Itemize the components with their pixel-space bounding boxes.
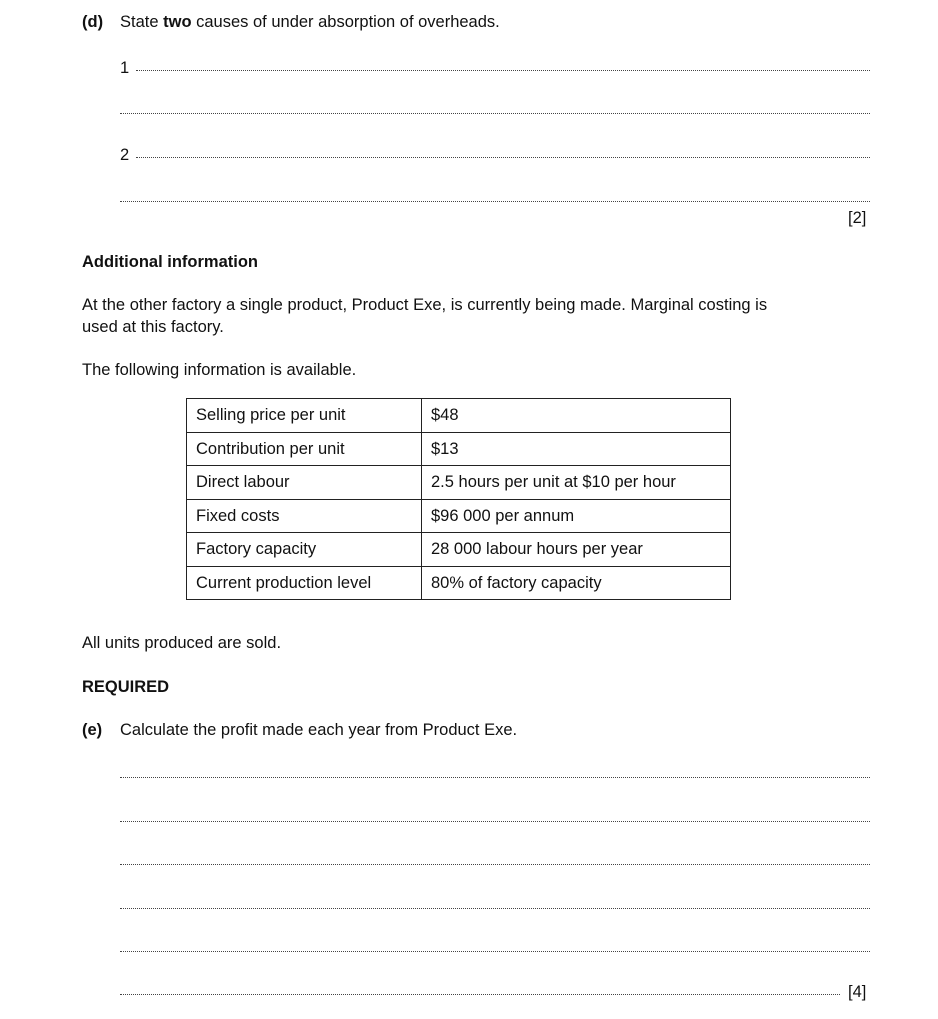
emphasis: two bbox=[163, 13, 192, 31]
table-cell: Direct labour bbox=[187, 466, 422, 500]
note-text: All units produced are sold. bbox=[82, 634, 282, 652]
table-cell: 2.5 hours per unit at $10 per hour bbox=[422, 466, 731, 500]
table-row bbox=[187, 566, 731, 600]
answer-number-2: 2 bbox=[120, 146, 130, 164]
marks-e: [4] bbox=[848, 983, 867, 1001]
answer-line[interactable] bbox=[120, 201, 870, 202]
question-d-text bbox=[120, 12, 500, 32]
answer-line[interactable] bbox=[120, 777, 870, 778]
answer-line[interactable] bbox=[120, 951, 870, 952]
table-cell: Selling price per unit bbox=[187, 399, 422, 433]
table-cell: $48 bbox=[422, 399, 731, 433]
answer-line[interactable] bbox=[136, 157, 870, 158]
table-cell: Factory capacity bbox=[187, 533, 422, 567]
table-cell: 28 000 labour hours per year bbox=[422, 533, 731, 567]
info-table bbox=[186, 398, 731, 600]
answer-number-1: 1 bbox=[120, 59, 130, 77]
answer-line[interactable] bbox=[136, 70, 870, 71]
question-e-text: Calculate the profit made each year from Product Exe. bbox=[120, 721, 518, 739]
text: State bbox=[120, 13, 164, 31]
answer-line[interactable] bbox=[120, 113, 870, 114]
answer-line[interactable] bbox=[120, 908, 870, 909]
intro-text: The following information is available. bbox=[82, 361, 357, 379]
table-cell: $96 000 per annum bbox=[422, 499, 731, 533]
table-row bbox=[187, 533, 731, 567]
table-cell: Contribution per unit bbox=[187, 432, 422, 466]
table-cell: Current production level bbox=[187, 566, 422, 600]
question-d-label: (d) bbox=[82, 13, 104, 31]
table-cell: $13 bbox=[422, 432, 731, 466]
paragraph-line: used at this factory. bbox=[82, 318, 224, 336]
table-row bbox=[187, 432, 731, 466]
paragraph-line: At the other factory a single product, Product Exe, is currently being made. Marginal costing is bbox=[82, 296, 768, 314]
table-row bbox=[187, 466, 731, 500]
table-cell: Fixed costs bbox=[187, 499, 422, 533]
table-row bbox=[187, 399, 731, 433]
section-heading: Additional information bbox=[82, 253, 258, 271]
question-e-label: (e) bbox=[82, 721, 103, 739]
answer-line[interactable] bbox=[120, 994, 840, 995]
answer-line[interactable] bbox=[120, 864, 870, 865]
marks-d: [2] bbox=[848, 209, 867, 227]
required-heading: REQUIRED bbox=[82, 678, 170, 696]
table-row bbox=[187, 499, 731, 533]
table-cell: 80% of factory capacity bbox=[422, 566, 731, 600]
answer-line[interactable] bbox=[120, 821, 870, 822]
text: causes of under absorption of overheads. bbox=[191, 13, 500, 31]
